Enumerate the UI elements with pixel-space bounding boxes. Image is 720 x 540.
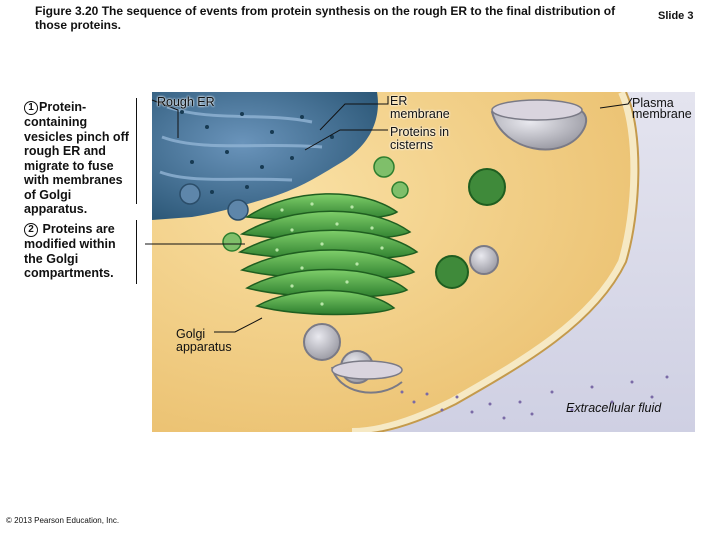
step-1-number: 1 bbox=[24, 101, 38, 115]
label-er-membrane: ER membrane bbox=[390, 94, 450, 121]
step-2-text: Proteins are modified within the Golgi compartments. bbox=[24, 222, 116, 280]
slide-number: Slide 3 bbox=[658, 10, 694, 22]
label-proteins-in-cisterns: Proteins in cisterns bbox=[390, 125, 450, 152]
step-1-text: Protein-containing vesicles pinch off rough ER and migrate to fuse with membranes of Golgi apparatus. bbox=[24, 100, 129, 216]
step-2-bracket bbox=[136, 220, 137, 284]
label-golgi-apparatus: Golgi apparatus bbox=[176, 327, 232, 354]
copyright: © 2013 Pearson Education, Inc. bbox=[6, 516, 120, 525]
step-1-bracket bbox=[136, 98, 137, 204]
label-rough-er: Rough ER bbox=[157, 95, 215, 109]
label-plasma-membrane: Plasma membrane bbox=[632, 96, 692, 121]
label-extracellular-fluid: Extracellular fluid bbox=[566, 401, 662, 415]
figure-title: Figure 3.20 The sequence of events from protein synthesis on the rough ER to the final distribution of those proteins. bbox=[35, 4, 616, 32]
step-2-number: 2 bbox=[24, 223, 38, 237]
step-1 bbox=[24, 100, 136, 217]
step-2 bbox=[24, 222, 136, 281]
